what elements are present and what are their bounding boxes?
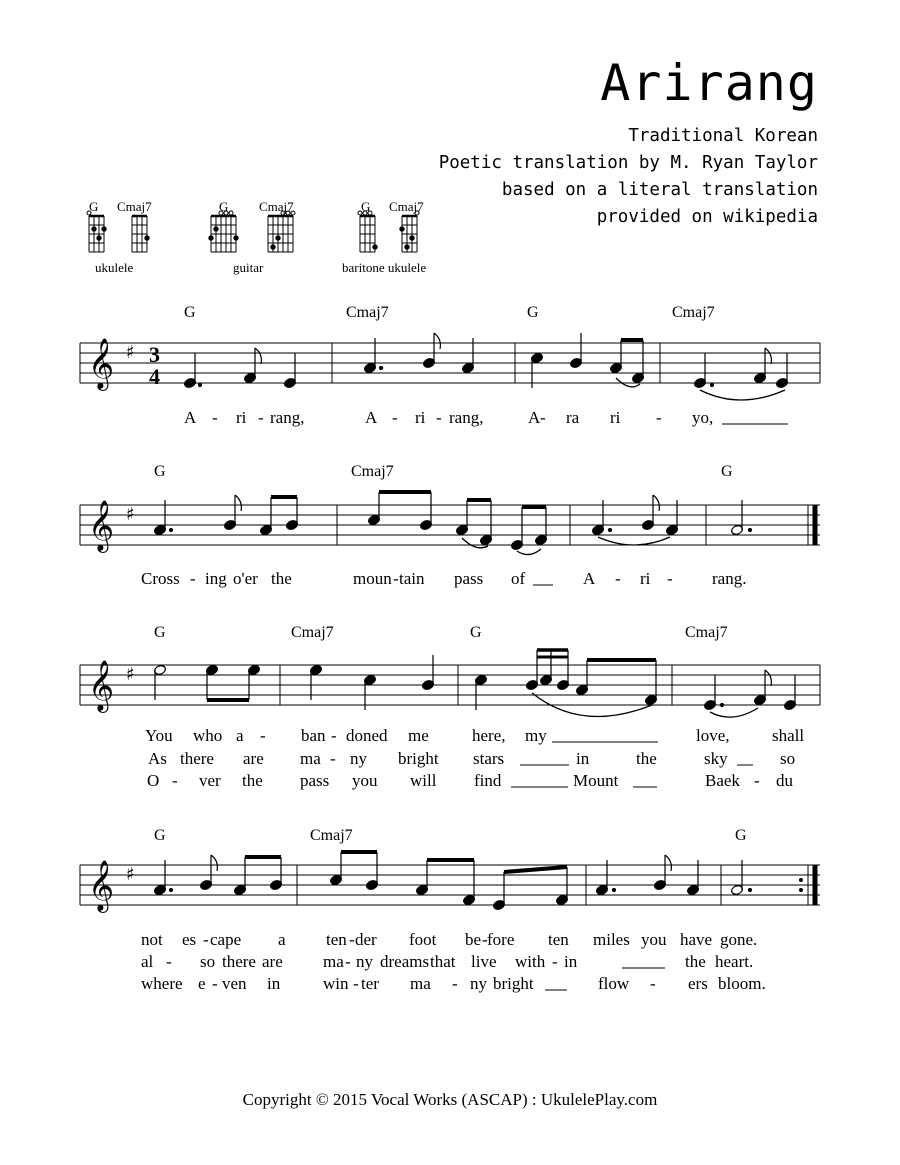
lyric-syllable: - bbox=[203, 930, 209, 949]
lyric-syllable: my bbox=[525, 726, 547, 745]
lyric-syllable: ven bbox=[222, 974, 247, 993]
sharp-icon: ♯ bbox=[126, 664, 135, 685]
lyric-syllable: - bbox=[393, 569, 399, 588]
lyric-syllable: fore bbox=[487, 930, 515, 949]
lyric-syllable: bright bbox=[493, 974, 534, 993]
chord-symbol: G bbox=[735, 827, 747, 844]
lyric-syllable: - bbox=[260, 726, 266, 745]
lyric-syllable: e bbox=[198, 974, 206, 993]
lyric-syllable: - bbox=[615, 569, 621, 588]
lyric-syllable: yo, bbox=[692, 408, 714, 427]
lyric-syllable: moun bbox=[353, 569, 392, 588]
lyric-syllable: - bbox=[436, 408, 442, 427]
lyric-syllable: sky bbox=[704, 749, 728, 768]
lyric-syllable: stars bbox=[473, 749, 505, 768]
lyric-syllable: a bbox=[278, 930, 286, 949]
song-title: Arirang bbox=[600, 54, 818, 112]
lyric-syllable: in bbox=[564, 952, 578, 971]
lyric-syllable: there bbox=[222, 952, 256, 971]
chord-symbol: G bbox=[184, 304, 196, 321]
lyric-syllable: tain bbox=[399, 569, 425, 588]
lyric-syllable: will bbox=[410, 771, 437, 790]
lyric-syllable: - bbox=[349, 930, 355, 949]
diagram-chord-name: Cmaj7 bbox=[117, 199, 152, 214]
lyric-syllable: - bbox=[754, 771, 760, 790]
lyric-syllable: in bbox=[576, 749, 590, 768]
subtitle-line-2: Poetic translation by M. Ryan Taylor bbox=[438, 153, 818, 173]
lyric-syllable: - bbox=[667, 569, 673, 588]
lyric-syllable: bright bbox=[398, 749, 439, 768]
lyric-syllable: ri bbox=[610, 408, 621, 427]
lyric-syllable: rang, bbox=[449, 408, 484, 427]
lyric-syllable: heart. bbox=[715, 952, 754, 971]
lyric-syllable: pass bbox=[300, 771, 330, 790]
diagram-chord-name: G bbox=[89, 199, 99, 214]
sharp-icon: ♯ bbox=[126, 504, 135, 525]
lyric-syllable: of bbox=[511, 569, 526, 588]
treble-clef-icon: 𝄞 bbox=[88, 860, 115, 911]
lyric-syllable: - bbox=[330, 749, 336, 768]
lyric-syllable: - bbox=[552, 952, 558, 971]
lyric-syllable: ten bbox=[548, 930, 569, 949]
subtitle-line-4: provided on wikipedia bbox=[596, 207, 818, 227]
time-sig-bottom: 4 bbox=[149, 364, 160, 389]
lyric-syllable: A bbox=[583, 569, 596, 588]
lyric-syllable: ri bbox=[236, 408, 247, 427]
lyric-syllable: ma bbox=[323, 952, 344, 971]
lyric-syllable: - bbox=[353, 974, 359, 993]
lyric-syllable: ing bbox=[205, 569, 227, 588]
chord-symbol: Cmaj7 bbox=[291, 624, 334, 641]
lyric-syllable: - bbox=[212, 408, 218, 427]
lyric-syllable: - bbox=[345, 952, 351, 971]
diagram-label-guitar: guitar bbox=[233, 260, 264, 275]
lyric-syllable: - bbox=[656, 408, 662, 427]
lyric-syllable: foot bbox=[409, 930, 437, 949]
lyric-syllable: ra bbox=[566, 408, 580, 427]
chord-symbol: G bbox=[527, 304, 539, 321]
lyric-syllable: ny bbox=[350, 749, 367, 768]
lyric-syllable: A bbox=[528, 408, 541, 427]
lyric-syllable: - bbox=[172, 771, 178, 790]
lyric-syllable: Mount bbox=[573, 771, 619, 790]
lyric-syllable: gone. bbox=[720, 930, 758, 949]
chord-symbol: Cmaj7 bbox=[310, 827, 353, 844]
lyric-syllable: ma bbox=[410, 974, 431, 993]
treble-clef-icon: 𝄞 bbox=[88, 338, 115, 389]
lyric-syllable: - bbox=[392, 408, 398, 427]
treble-clef-icon: 𝄞 bbox=[88, 660, 115, 711]
sharp-icon: ♯ bbox=[126, 864, 135, 885]
lyric-syllable: miles bbox=[593, 930, 630, 949]
chord-symbol: Cmaj7 bbox=[351, 463, 394, 480]
copyright-footer: Copyright © 2015 Vocal Works (ASCAP) : UkulelePlay.com bbox=[242, 1090, 658, 1109]
lyric-syllable: doned bbox=[346, 726, 388, 745]
lyric-syllable: so bbox=[780, 749, 796, 768]
lyric-syllable: al bbox=[141, 952, 154, 971]
lyric-syllable: flow bbox=[598, 974, 630, 993]
chord-symbol: G bbox=[154, 463, 166, 480]
lyric-syllable: - bbox=[650, 974, 656, 993]
lyric-syllable: A bbox=[184, 408, 197, 427]
chord-symbol: Cmaj7 bbox=[346, 304, 389, 321]
treble-clef-icon: 𝄞 bbox=[88, 500, 115, 551]
lyric-syllable: Baek bbox=[705, 771, 740, 790]
lyric-syllable: pass bbox=[454, 569, 484, 588]
lyric-syllable: win bbox=[323, 974, 349, 993]
lyric-syllable: are bbox=[243, 749, 264, 768]
lyric-syllable: there bbox=[180, 749, 214, 768]
lyric-syllable: You bbox=[145, 726, 173, 745]
chord-symbol: G bbox=[721, 463, 733, 480]
sharp-icon: ♯ bbox=[126, 342, 135, 363]
lyric-syllable: - bbox=[190, 569, 196, 588]
chord-symbol: G bbox=[470, 624, 482, 641]
lyric-syllable: ri bbox=[640, 569, 651, 588]
chord-symbol: Cmaj7 bbox=[685, 624, 728, 641]
lyric-syllable: O bbox=[147, 771, 160, 790]
lyric-syllable: ban bbox=[301, 726, 326, 745]
lyric-syllable: ers bbox=[688, 974, 708, 993]
lyric-syllable: der bbox=[355, 930, 377, 949]
lyric-syllable: - bbox=[212, 974, 218, 993]
lyric-syllable: As bbox=[148, 749, 167, 768]
lyric-syllable: who bbox=[193, 726, 223, 745]
lyric-syllable: ny bbox=[470, 974, 487, 993]
lyric-syllable: be bbox=[465, 930, 482, 949]
diagram-chord-name: G bbox=[219, 199, 229, 214]
diagram-chord-name: Cmaj7 bbox=[259, 199, 294, 214]
lyric-syllable: - bbox=[452, 974, 458, 993]
lyric-syllable: o'er bbox=[233, 569, 258, 588]
lyric-syllable: have bbox=[680, 930, 713, 949]
lyric-syllable: - bbox=[258, 408, 264, 427]
lyric-syllable: shall bbox=[772, 726, 805, 745]
lyric-syllable: in bbox=[267, 974, 281, 993]
lyric-syllable: cape bbox=[210, 930, 242, 949]
diagram-label-ukulele: ukulele bbox=[95, 260, 134, 275]
lyric-syllable: live bbox=[471, 952, 497, 971]
lyric-syllable: the bbox=[685, 952, 706, 971]
lyric-syllable: ver bbox=[199, 771, 221, 790]
lyric-syllable: me bbox=[408, 726, 429, 745]
diagram-chord-name: Cmaj7 bbox=[389, 199, 424, 214]
lyric-syllable: so bbox=[200, 952, 216, 971]
lyric-syllable: ten bbox=[326, 930, 347, 949]
lyric-syllable: es bbox=[182, 930, 197, 949]
diagram-label-baritone: baritone ukulele bbox=[342, 260, 427, 275]
lyric-syllable: ma bbox=[300, 749, 321, 768]
lyric-syllable: bloom. bbox=[718, 974, 766, 993]
lyric-syllable: a bbox=[236, 726, 244, 745]
lyric-syllable: ter bbox=[361, 974, 379, 993]
lyric-syllable: - bbox=[482, 930, 488, 949]
subtitle-line-1: Traditional Korean bbox=[628, 126, 818, 146]
lyric-syllable: love, bbox=[696, 726, 730, 745]
lyric-syllable: not bbox=[141, 930, 163, 949]
lyric-syllable: find bbox=[474, 771, 502, 790]
lyric-syllable: the bbox=[271, 569, 292, 588]
lyric-syllable: here, bbox=[472, 726, 506, 745]
chord-symbol: G bbox=[154, 827, 166, 844]
lyric-syllable: dreams bbox=[380, 952, 430, 971]
lyric-syllable: you bbox=[641, 930, 667, 949]
lyric-syllable: you bbox=[352, 771, 378, 790]
lyric-syllable: - bbox=[331, 726, 337, 745]
lyric-syllable: the bbox=[636, 749, 657, 768]
chord-symbol: G bbox=[154, 624, 166, 641]
diagram-chord-name: G bbox=[361, 199, 371, 214]
lyric-syllable: are bbox=[262, 952, 283, 971]
lyric-syllable: that bbox=[430, 952, 456, 971]
lyric-syllable: where bbox=[141, 974, 183, 993]
lyric-syllable: rang, bbox=[270, 408, 305, 427]
subtitle-line-3: based on a literal translation bbox=[501, 180, 818, 200]
lyric-syllable: - bbox=[540, 408, 546, 427]
chord-symbol: Cmaj7 bbox=[672, 304, 715, 321]
lyric-syllable: ri bbox=[415, 408, 426, 427]
time-sig-top: 3 bbox=[149, 342, 160, 367]
lyric-syllable: du bbox=[776, 771, 793, 790]
lyric-syllable: A bbox=[365, 408, 378, 427]
lyric-syllable: the bbox=[242, 771, 263, 790]
lyric-syllable: Cross bbox=[141, 569, 180, 588]
lyric-syllable: with bbox=[515, 952, 546, 971]
lyric-syllable: - bbox=[166, 952, 172, 971]
lyric-syllable: rang. bbox=[712, 569, 747, 588]
lyric-syllable: ny bbox=[356, 952, 373, 971]
